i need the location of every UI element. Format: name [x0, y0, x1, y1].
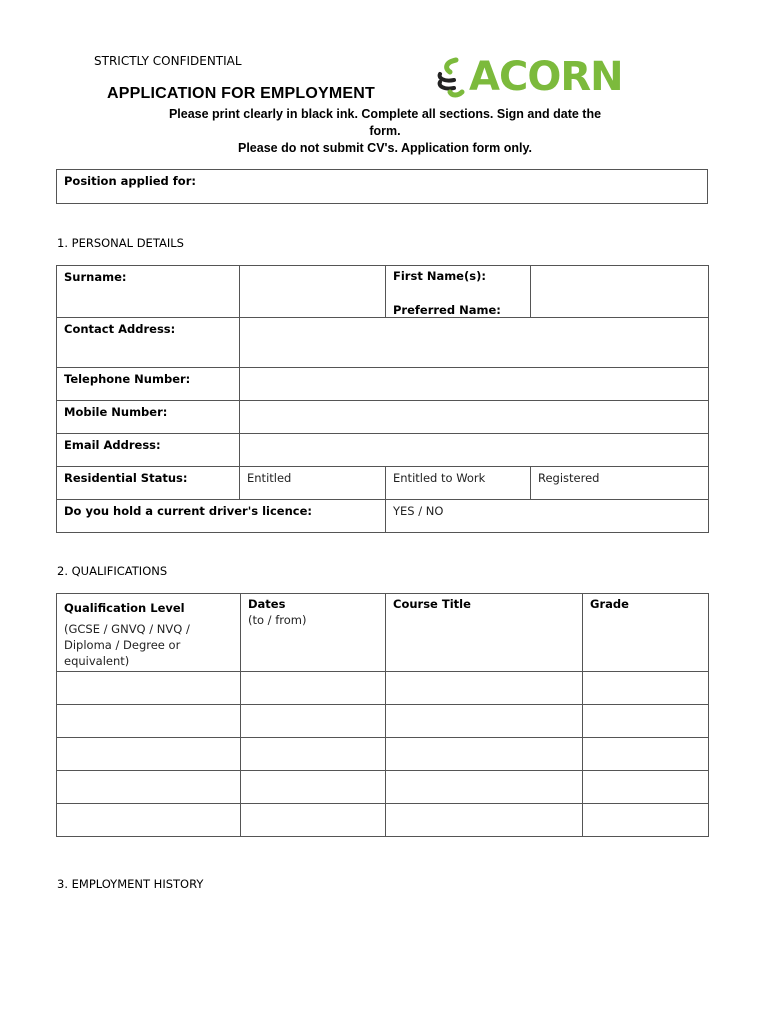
mobile-label: Mobile Number: — [57, 401, 240, 434]
contact-address-field[interactable] — [240, 318, 709, 368]
first-names-label: First Name(s): — [393, 269, 486, 283]
dates-cell[interactable] — [241, 738, 386, 771]
position-field[interactable] — [57, 170, 708, 204]
preferred-name-label: Preferred Name: — [393, 303, 501, 317]
email-field[interactable] — [240, 434, 709, 467]
section-personal-heading: 1. PERSONAL DETAILS — [57, 236, 184, 250]
licence-options[interactable]: YES / NO — [386, 500, 709, 533]
licence-question: Do you hold a current driver's licence: — [57, 500, 386, 533]
residential-status-label: Residential Status: — [57, 467, 240, 500]
instructions-line2: Please do not submit CV's. Application form only. — [238, 141, 532, 155]
course-title-cell[interactable] — [386, 771, 583, 804]
col-dates-note: (to / from) — [248, 613, 307, 627]
grade-cell[interactable] — [583, 771, 709, 804]
col-qualification-level — [57, 594, 241, 672]
col-dates — [241, 594, 386, 672]
dates-cell[interactable] — [241, 672, 386, 705]
first-names-field[interactable] — [531, 266, 709, 318]
contact-address-label: Contact Address: — [57, 318, 240, 368]
col-grade: Grade — [583, 594, 709, 672]
instructions-line1 — [0, 106, 770, 140]
qualification-level-cell[interactable] — [57, 738, 241, 771]
course-title-cell[interactable] — [386, 738, 583, 771]
course-title-cell[interactable] — [386, 672, 583, 705]
table-row — [57, 804, 709, 837]
course-title-cell[interactable] — [386, 705, 583, 738]
dates-cell[interactable] — [241, 804, 386, 837]
name-labels-cell — [386, 266, 531, 318]
grade-cell[interactable] — [583, 804, 709, 837]
section-employment-heading: 3. EMPLOYMENT HISTORY — [57, 877, 204, 891]
logo-mark-icon — [436, 56, 470, 98]
course-title-cell[interactable] — [386, 804, 583, 837]
surname-field[interactable] — [240, 266, 386, 318]
personal-details-table — [56, 265, 709, 533]
grade-cell[interactable] — [583, 738, 709, 771]
qualification-level-cell[interactable] — [57, 804, 241, 837]
logo-text: ACORN — [469, 54, 623, 100]
table-row — [57, 672, 709, 705]
residential-option-entitled-to-work[interactable]: Entitled to Work — [386, 467, 531, 500]
instructions-line1a: Please print clearly in black ink. Complete all sections. Sign and date the — [168, 107, 602, 121]
qualifications-table — [56, 593, 709, 837]
position-label: Position applied for: — [64, 174, 196, 188]
page-title: APPLICATION FOR EMPLOYMENT — [107, 85, 376, 102]
col-level-note: (GCSE / GNVQ / NVQ / Diploma / Degree or equivalent) — [64, 622, 190, 668]
qualification-level-cell[interactable] — [57, 771, 241, 804]
table-row — [57, 705, 709, 738]
col-course-title: Course Title — [386, 594, 583, 672]
position-table — [56, 169, 708, 204]
section-qualifications-heading: 2. QUALIFICATIONS — [57, 564, 168, 578]
col-level-title: Qualification Level — [64, 601, 185, 615]
table-row — [57, 738, 709, 771]
qualification-level-cell[interactable] — [57, 672, 241, 705]
residential-option-registered[interactable]: Registered — [531, 467, 709, 500]
telephone-field[interactable] — [240, 368, 709, 401]
grade-cell[interactable] — [583, 705, 709, 738]
confidential-label: STRICTLY CONFIDENTIAL — [94, 54, 242, 68]
email-label: Email Address: — [57, 434, 240, 467]
qualification-level-cell[interactable] — [57, 705, 241, 738]
mobile-field[interactable] — [240, 401, 709, 434]
dates-cell[interactable] — [241, 771, 386, 804]
residential-option-entitled[interactable]: Entitled — [240, 467, 386, 500]
dates-cell[interactable] — [241, 705, 386, 738]
surname-label: Surname: — [57, 266, 240, 318]
grade-cell[interactable] — [583, 672, 709, 705]
table-row — [57, 771, 709, 804]
col-dates-title: Dates — [248, 597, 286, 611]
telephone-label: Telephone Number: — [57, 368, 240, 401]
instructions-line1b: form. — [369, 124, 401, 138]
